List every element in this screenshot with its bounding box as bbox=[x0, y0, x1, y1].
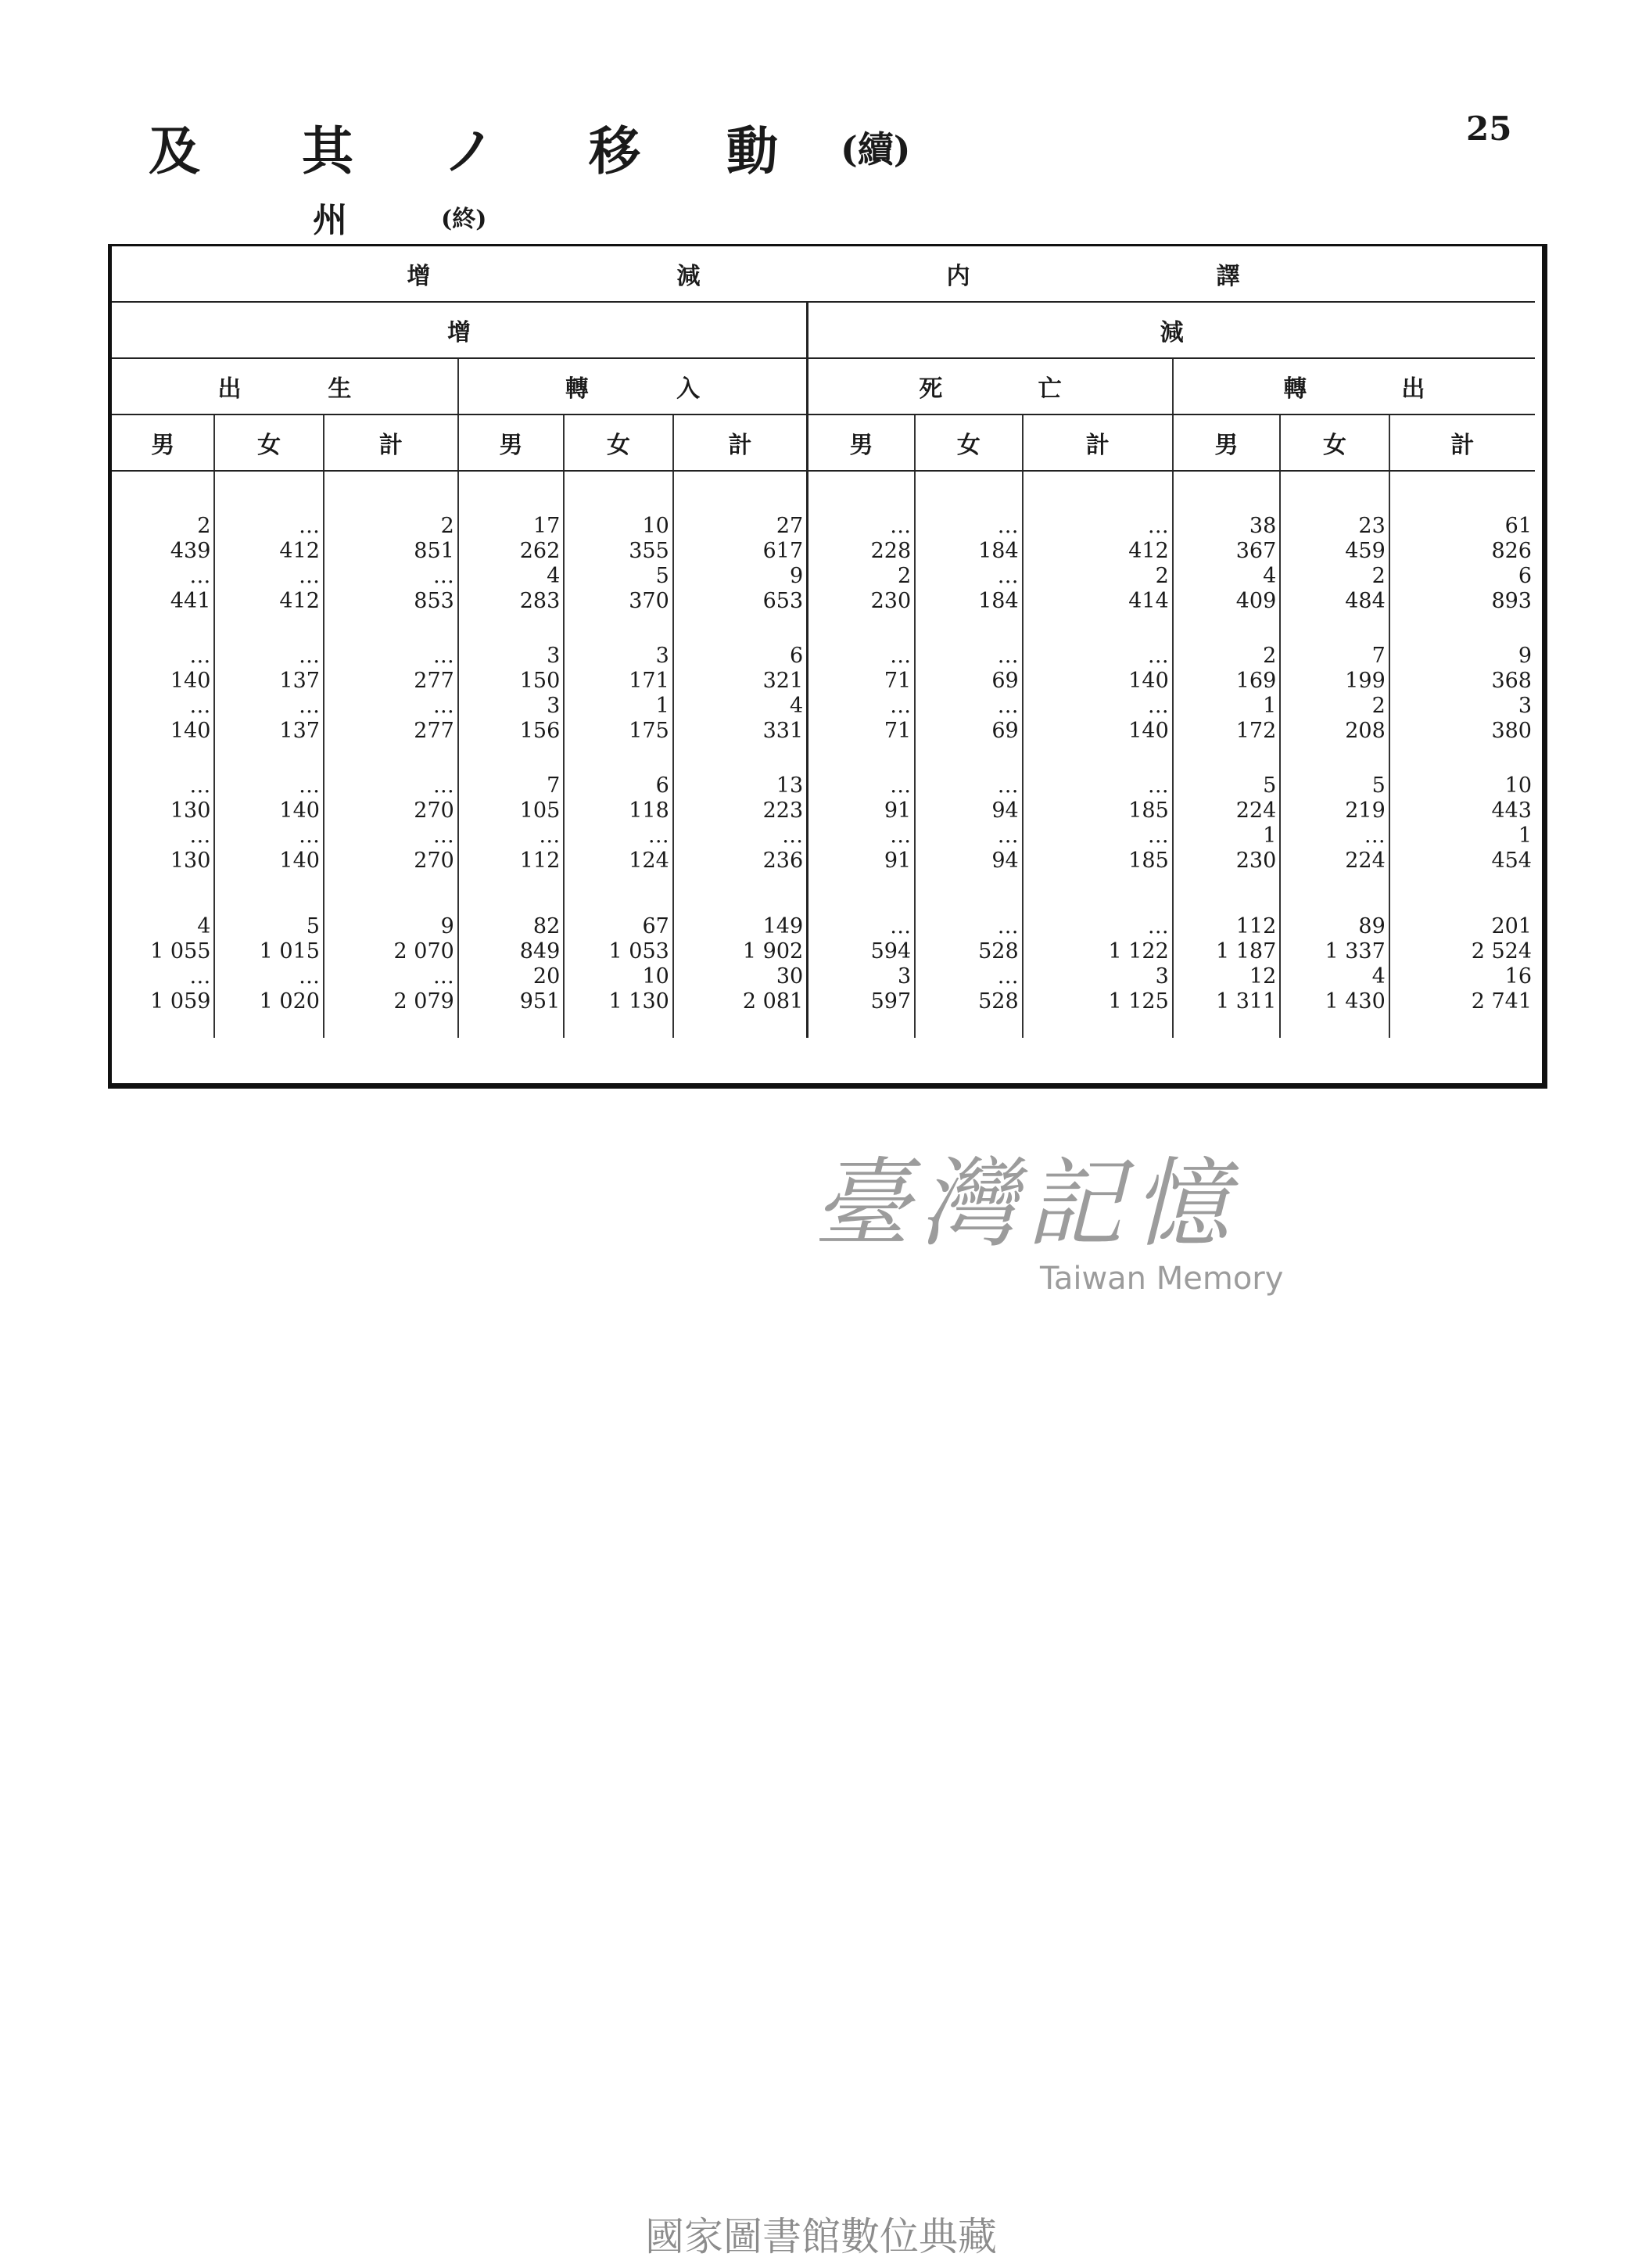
table-cell: … bbox=[782, 824, 804, 848]
statistics-table bbox=[112, 246, 1535, 1038]
table-cell: 140 bbox=[170, 719, 211, 743]
table-cell: 5 bbox=[1263, 773, 1277, 798]
table-cell: 150 bbox=[519, 669, 561, 693]
table-cell: 137 bbox=[279, 669, 320, 693]
table-cell: 140 bbox=[1128, 669, 1169, 693]
table-cell: 2 741 bbox=[1471, 989, 1532, 1014]
title-suffix: (續) bbox=[841, 127, 911, 170]
table-cell: 112 bbox=[519, 849, 561, 873]
column-header: 計 bbox=[673, 414, 808, 471]
data-column bbox=[1389, 471, 1535, 1038]
table-cell: … bbox=[890, 694, 912, 718]
table-cell: … bbox=[1147, 914, 1169, 938]
table-cell: 67 bbox=[642, 914, 669, 938]
table-cell: 331 bbox=[762, 719, 804, 743]
page-number: 25 bbox=[1466, 109, 1512, 148]
table-cell: 1 125 bbox=[1108, 989, 1169, 1014]
group-char: 生 bbox=[328, 375, 352, 403]
table-cell: … bbox=[890, 824, 912, 848]
table-cell: 219 bbox=[1345, 798, 1386, 823]
group-char: 死 bbox=[919, 375, 943, 403]
table-cell: 169 bbox=[1235, 669, 1277, 693]
table-cell: … bbox=[647, 824, 669, 848]
table-cell: … bbox=[432, 644, 454, 668]
table-cell: 594 bbox=[870, 939, 912, 964]
table-cell: 355 bbox=[629, 539, 669, 563]
table-cell: 439 bbox=[170, 539, 211, 563]
table-cell: … bbox=[997, 964, 1019, 989]
table-cell: 236 bbox=[762, 849, 804, 873]
table-cell: 69 bbox=[991, 669, 1019, 693]
table-cell: 105 bbox=[519, 798, 561, 823]
table-cell: 2 079 bbox=[393, 989, 454, 1014]
table-cell: 124 bbox=[629, 849, 669, 873]
data-column bbox=[112, 471, 214, 1038]
table-cell: 597 bbox=[870, 989, 912, 1014]
table-cell: 2 bbox=[1263, 644, 1277, 668]
table-cell: 10 bbox=[1504, 773, 1532, 798]
table-cell: 30 bbox=[776, 964, 804, 989]
table-cell: 140 bbox=[279, 849, 320, 873]
table-cell: … bbox=[189, 773, 211, 798]
table-cell: 277 bbox=[414, 719, 454, 743]
table-cell: 9 bbox=[1518, 644, 1532, 668]
table-cell: 370 bbox=[629, 589, 669, 613]
header-group-moved-in bbox=[458, 358, 808, 414]
table-cell: … bbox=[298, 644, 320, 668]
column-header: 男 bbox=[1173, 414, 1281, 471]
table-cell: 1 bbox=[655, 694, 669, 718]
table-cell: … bbox=[432, 564, 454, 588]
table-cell: … bbox=[997, 644, 1019, 668]
column-header: 男 bbox=[458, 414, 564, 471]
table-cell: … bbox=[1147, 514, 1169, 538]
table-cell: 441 bbox=[170, 589, 211, 613]
table-cell: 1 bbox=[1263, 694, 1277, 718]
group-char: 亡 bbox=[1038, 375, 1062, 403]
table-cell: 270 bbox=[414, 798, 454, 823]
table-cell: 184 bbox=[978, 589, 1019, 613]
data-column bbox=[1023, 471, 1173, 1038]
table-cell: … bbox=[298, 824, 320, 848]
table-cell: 454 bbox=[1491, 849, 1532, 873]
group-char: 出 bbox=[217, 375, 242, 403]
table-cell: 321 bbox=[762, 669, 804, 693]
title-char: 其 bbox=[302, 120, 353, 181]
table-cell: 412 bbox=[279, 589, 320, 613]
table-cell: … bbox=[997, 694, 1019, 718]
table-cell: 849 bbox=[519, 939, 561, 964]
table-cell: 69 bbox=[991, 719, 1019, 743]
table-cell: … bbox=[432, 824, 454, 848]
table-cell: 9 bbox=[440, 914, 454, 938]
header-group-deaths bbox=[808, 358, 1173, 414]
table-cell: 368 bbox=[1491, 669, 1532, 693]
column-header: 女 bbox=[564, 414, 673, 471]
column-header: 女 bbox=[214, 414, 324, 471]
header-group-moved-out bbox=[1173, 358, 1535, 414]
table-cell: 1 337 bbox=[1325, 939, 1386, 964]
header-char: 譯 bbox=[1216, 263, 1240, 290]
table-cell: 4 bbox=[547, 564, 561, 588]
table-cell: … bbox=[189, 824, 211, 848]
table-cell: 7 bbox=[547, 773, 561, 798]
table-cell: … bbox=[432, 773, 454, 798]
table-cell: … bbox=[1147, 644, 1169, 668]
table-cell: … bbox=[298, 564, 320, 588]
column-header: 女 bbox=[915, 414, 1023, 471]
table-cell: 137 bbox=[279, 719, 320, 743]
table-cell: 71 bbox=[884, 719, 912, 743]
column-header: 計 bbox=[1023, 414, 1173, 471]
table-cell: 130 bbox=[170, 798, 211, 823]
table-cell: … bbox=[298, 694, 320, 718]
table-cell: 82 bbox=[532, 914, 561, 938]
table-cell: 5 bbox=[655, 564, 669, 588]
header-char: 内 bbox=[946, 263, 970, 290]
table-cell: 130 bbox=[170, 849, 211, 873]
table-cell: 1 015 bbox=[259, 939, 320, 964]
data-column bbox=[808, 471, 916, 1038]
table-cell: … bbox=[997, 514, 1019, 538]
table-cell: 91 bbox=[884, 849, 912, 873]
table-cell: 3 bbox=[655, 644, 669, 668]
footer-collection-label: 國家圖書館數位典藏 bbox=[645, 2214, 997, 2259]
table-cell: 4 bbox=[1263, 564, 1277, 588]
table-cell: 1 020 bbox=[259, 989, 320, 1014]
table-cell: 826 bbox=[1491, 539, 1532, 563]
title-char: ノ bbox=[443, 120, 495, 181]
header-group-births bbox=[112, 358, 458, 414]
table-cell: … bbox=[189, 694, 211, 718]
table-cell: 3 bbox=[897, 964, 912, 989]
table-cell: 6 bbox=[655, 773, 669, 798]
table-cell: 140 bbox=[1128, 719, 1169, 743]
table-cell: 1 311 bbox=[1215, 989, 1277, 1014]
column-header: 男 bbox=[808, 414, 916, 471]
table-cell: 6 bbox=[1518, 564, 1532, 588]
table-cell: 230 bbox=[870, 589, 912, 613]
table-cell: 171 bbox=[629, 669, 669, 693]
table-cell: … bbox=[189, 964, 211, 989]
table-cell: 10 bbox=[642, 514, 669, 538]
table-cell: … bbox=[1364, 824, 1386, 848]
table-cell: 5 bbox=[1371, 773, 1386, 798]
header-char: 減 bbox=[676, 263, 701, 290]
data-column bbox=[324, 471, 458, 1038]
column-header: 計 bbox=[1389, 414, 1535, 471]
watermark bbox=[813, 1126, 1283, 1297]
table-cell: … bbox=[997, 773, 1019, 798]
table-cell: … bbox=[1147, 773, 1169, 798]
table-cell: … bbox=[890, 514, 912, 538]
table-cell: … bbox=[1147, 824, 1169, 848]
table-cell: 224 bbox=[1235, 798, 1277, 823]
table-cell: 270 bbox=[414, 849, 454, 873]
title-char: 及 bbox=[149, 120, 200, 181]
table-cell: 3 bbox=[547, 694, 561, 718]
table-cell: 118 bbox=[629, 798, 669, 823]
table-cell: 199 bbox=[1345, 669, 1386, 693]
table-cell: 23 bbox=[1358, 514, 1386, 538]
table-cell: 653 bbox=[762, 589, 804, 613]
table-cell: 185 bbox=[1128, 849, 1169, 873]
table-cell: 367 bbox=[1235, 539, 1277, 563]
table-cell: 414 bbox=[1128, 589, 1169, 613]
group-char: 入 bbox=[676, 375, 701, 403]
header-decrease: 減 bbox=[808, 302, 1535, 358]
group-char: 出 bbox=[1401, 375, 1425, 403]
table-cell: 443 bbox=[1491, 798, 1532, 823]
table-cell: 2 bbox=[1155, 564, 1169, 588]
table-cell: 91 bbox=[884, 798, 912, 823]
table-cell: 1 902 bbox=[742, 939, 804, 964]
table-header-breakdown bbox=[112, 246, 1535, 302]
table-cell: 2 524 bbox=[1471, 939, 1532, 964]
table-cell: 172 bbox=[1235, 719, 1277, 743]
table-cell: … bbox=[539, 824, 561, 848]
table-cell: 175 bbox=[629, 719, 669, 743]
table-cell: 7 bbox=[1371, 644, 1386, 668]
table-cell: 4 bbox=[1371, 964, 1386, 989]
subtitle-main: 州 bbox=[313, 200, 347, 240]
table-cell: … bbox=[189, 564, 211, 588]
table-cell: 6 bbox=[789, 644, 804, 668]
table-cell: 277 bbox=[414, 669, 454, 693]
table-cell: … bbox=[432, 694, 454, 718]
table-cell: 94 bbox=[991, 849, 1019, 873]
table-cell: 201 bbox=[1491, 914, 1532, 938]
table-cell: 4 bbox=[197, 914, 211, 938]
table-cell: 20 bbox=[532, 964, 561, 989]
table-cell: … bbox=[432, 964, 454, 989]
table-cell: 149 bbox=[762, 914, 804, 938]
table-cell: 184 bbox=[978, 539, 1019, 563]
watermark-english: Taiwan Memory bbox=[1040, 1261, 1284, 1297]
table-cell: … bbox=[298, 773, 320, 798]
table-cell: 412 bbox=[279, 539, 320, 563]
table-cell: 484 bbox=[1345, 589, 1386, 613]
data-column bbox=[1173, 471, 1281, 1038]
table-cell: 528 bbox=[978, 939, 1019, 964]
table-cell: 5 bbox=[306, 914, 320, 938]
table-cell: 3 bbox=[1155, 964, 1169, 989]
table-cell: … bbox=[997, 564, 1019, 588]
table-cell: 528 bbox=[978, 989, 1019, 1014]
statistics-table-frame bbox=[108, 244, 1547, 1089]
table-cell: 9 bbox=[789, 564, 804, 588]
table-cell: 12 bbox=[1249, 964, 1277, 989]
table-cell: 1 055 bbox=[150, 939, 211, 964]
table-cell: 851 bbox=[414, 539, 454, 563]
table-cell: 1 430 bbox=[1325, 989, 1386, 1014]
table-cell: 951 bbox=[519, 989, 561, 1014]
watermark-chinese: 臺灣記憶 bbox=[813, 1148, 1239, 1261]
table-cell: 112 bbox=[1235, 914, 1277, 938]
page-title bbox=[149, 109, 911, 184]
table-cell: 617 bbox=[762, 539, 804, 563]
table-right-rule bbox=[1542, 246, 1547, 1083]
table-cell: 228 bbox=[870, 539, 912, 563]
table-cell: 4 bbox=[789, 694, 804, 718]
table-cell: … bbox=[298, 964, 320, 989]
table-cell: 156 bbox=[519, 719, 561, 743]
table-cell: 224 bbox=[1345, 849, 1386, 873]
table-cell: 16 bbox=[1504, 964, 1532, 989]
table-cell: 283 bbox=[519, 589, 561, 613]
subtitle bbox=[313, 192, 486, 242]
table-cell: 17 bbox=[532, 514, 561, 538]
table-cell: … bbox=[997, 824, 1019, 848]
table-cell: 3 bbox=[1518, 694, 1532, 718]
table-cell: 853 bbox=[414, 589, 454, 613]
table-cell: 1 bbox=[1263, 824, 1277, 848]
title-char: 動 bbox=[726, 120, 778, 181]
table-cell: 38 bbox=[1249, 514, 1277, 538]
table-cell: 3 bbox=[547, 644, 561, 668]
table-cell: … bbox=[189, 644, 211, 668]
table-cell: 893 bbox=[1491, 589, 1532, 613]
table-cell: 140 bbox=[170, 669, 211, 693]
table-cell: 223 bbox=[762, 798, 804, 823]
table-cell: 1 122 bbox=[1108, 939, 1169, 964]
data-column bbox=[564, 471, 673, 1038]
table-cell: 2 081 bbox=[742, 989, 804, 1014]
table-cell: … bbox=[997, 914, 1019, 938]
table-cell: 71 bbox=[884, 669, 912, 693]
column-header: 計 bbox=[324, 414, 458, 471]
data-column bbox=[214, 471, 324, 1038]
table-cell: 140 bbox=[279, 798, 320, 823]
table-cell: 380 bbox=[1491, 719, 1532, 743]
title-char: 移 bbox=[589, 120, 640, 181]
table-cell: 412 bbox=[1128, 539, 1169, 563]
table-cell: 2 bbox=[440, 514, 454, 538]
group-char: 轉 bbox=[1283, 375, 1307, 403]
table-cell: 10 bbox=[642, 964, 669, 989]
table-cell: 1 bbox=[1518, 824, 1532, 848]
header-char: 增 bbox=[407, 263, 431, 290]
table-cell: 2 bbox=[897, 564, 912, 588]
data-column bbox=[458, 471, 564, 1038]
table-cell: … bbox=[298, 514, 320, 538]
table-cell: 2 bbox=[197, 514, 211, 538]
column-header: 男 bbox=[112, 414, 214, 471]
data-column bbox=[673, 471, 808, 1038]
table-cell: 61 bbox=[1504, 514, 1532, 538]
table-cell: … bbox=[890, 773, 912, 798]
header-increase: 增 bbox=[112, 302, 808, 358]
table-cell: 1 187 bbox=[1215, 939, 1277, 964]
table-cell: 2 bbox=[1371, 564, 1386, 588]
table-cell: 262 bbox=[519, 539, 561, 563]
data-column bbox=[1280, 471, 1389, 1038]
table-cell: 185 bbox=[1128, 798, 1169, 823]
table-cell: 409 bbox=[1235, 589, 1277, 613]
table-cell: 459 bbox=[1345, 539, 1386, 563]
table-cell: 230 bbox=[1235, 849, 1277, 873]
table-cell: 2 070 bbox=[393, 939, 454, 964]
table-cell: 208 bbox=[1345, 719, 1386, 743]
table-cell: 94 bbox=[991, 798, 1019, 823]
table-cell: 2 bbox=[1371, 694, 1386, 718]
table-cell: 1 130 bbox=[608, 989, 669, 1014]
data-column bbox=[915, 471, 1023, 1038]
table-cell: … bbox=[1147, 694, 1169, 718]
table-cell: 89 bbox=[1358, 914, 1386, 938]
column-header: 女 bbox=[1280, 414, 1389, 471]
table-cell: 27 bbox=[776, 514, 804, 538]
table-cell: … bbox=[890, 914, 912, 938]
table-cell: 13 bbox=[776, 773, 804, 798]
table-cell: 1 053 bbox=[608, 939, 669, 964]
subtitle-continued: (終) bbox=[441, 206, 487, 233]
table-cell: … bbox=[890, 644, 912, 668]
table-cell: 1 059 bbox=[150, 989, 211, 1014]
group-char: 轉 bbox=[565, 375, 589, 403]
